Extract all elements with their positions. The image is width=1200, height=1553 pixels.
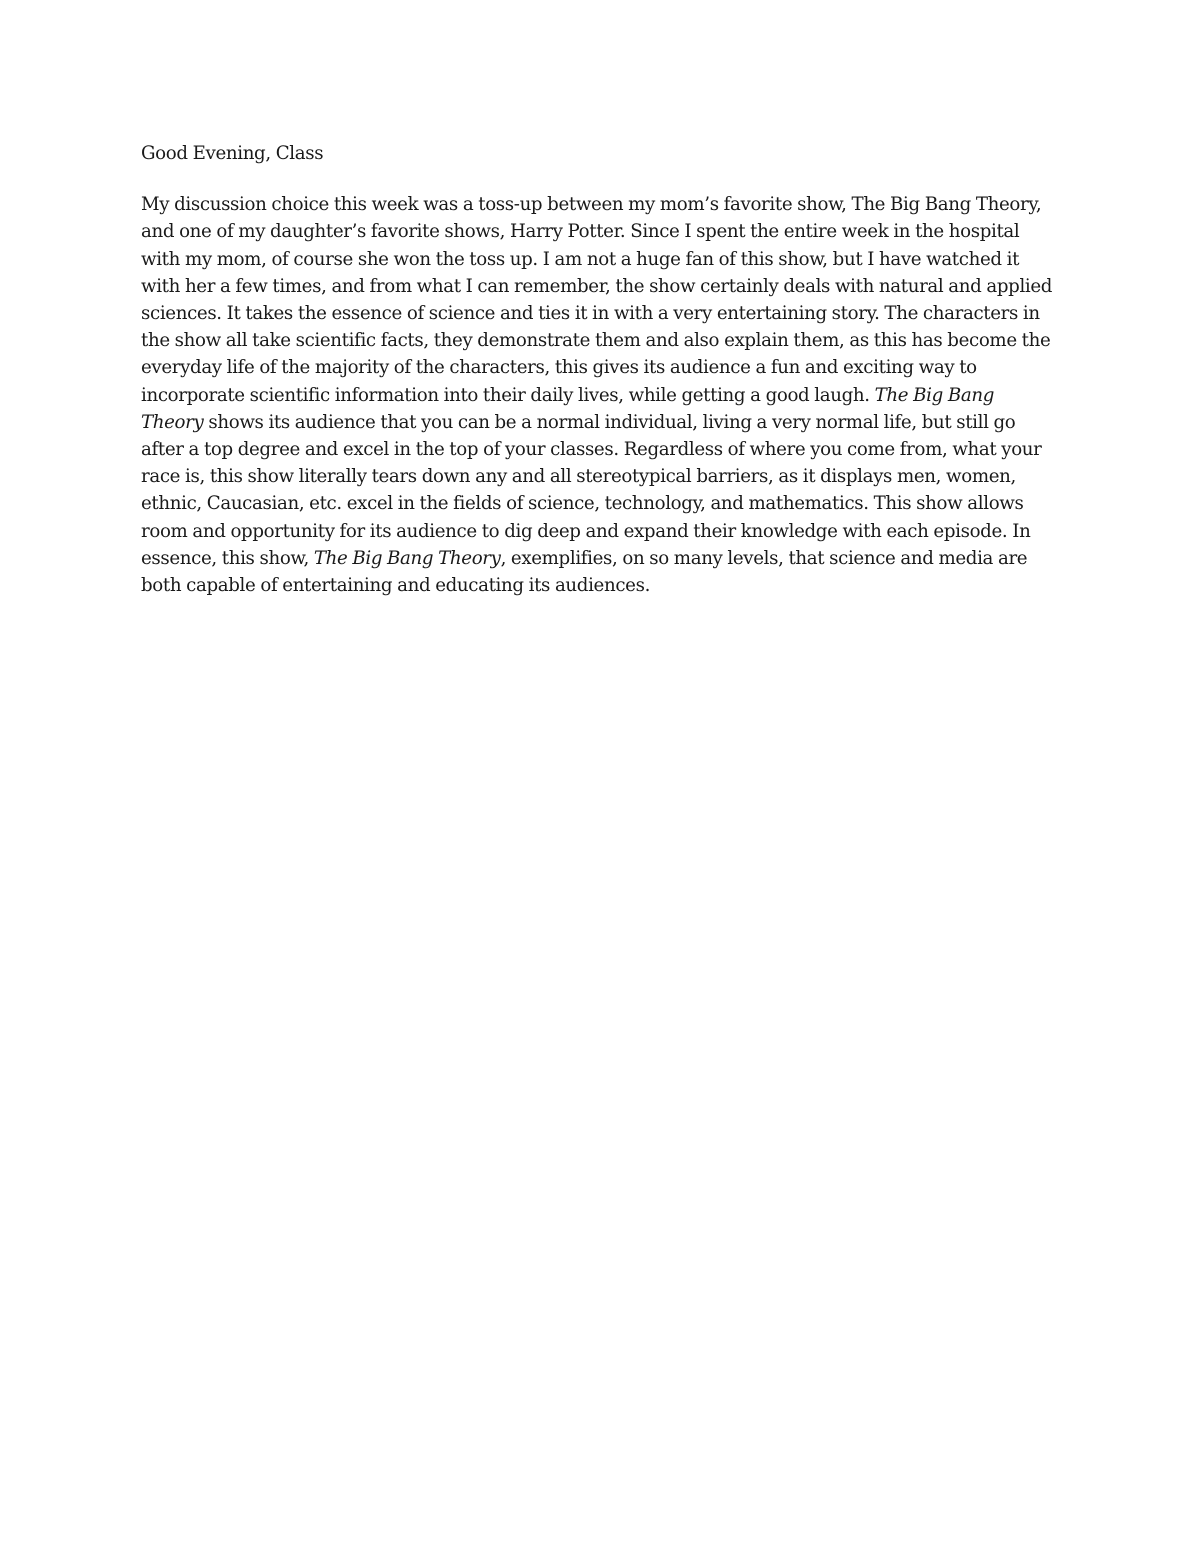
paragraph-text-part-2: shows its audience that you can be a normal individual, living a very normal life, but still go after a top degree and excel in the top of your classes. Regardless of where you come from, what your race is, this show literally tears down any and all stereotypical barriers, as it displays men, women, ethnic, Caucasian, etc. excel in the fields of science, technology, and mathematics. This show allows room and opportunity for its audience to dig deep and expand their knowledge with each episode. In essence, this show,: [141, 411, 1042, 569]
paragraph-text-part-3: , exemplifies, on so many levels, that science and media are both capable of entertaining and educating its audiences.: [141, 547, 1028, 597]
greeting-line: Good Evening, Class: [141, 143, 324, 164]
document-body: [141, 140, 1057, 599]
show-title-italic-1: The Big Bang Theory: [141, 384, 994, 433]
discussion-paragraph: [141, 191, 1057, 599]
paragraph-text-part-1: My discussion choice this week was a toss-up between my mom’s favorite show, The Big Bang Theory, and one of my daughter’s favorite shows, Harry Potter. Since I spent the entire week in the hospital with my mom, of course she won the toss up. I am not a huge fan of this show, but I have watched it with her a few times, and from what I can remember, the show certainly deals with natural and applied sciences. It takes the essence of science and ties it in with a very entertaining story. The characters in the show all take scientific facts, they demonstrate them and also explain them, as this has become the everyday life of the majority of the characters, this gives its audience a fun and exciting way to incorporate scientific information into their daily lives, while getting a good laugh.: [141, 194, 1053, 406]
show-title-italic-2: The Big Bang Theory: [313, 547, 501, 569]
